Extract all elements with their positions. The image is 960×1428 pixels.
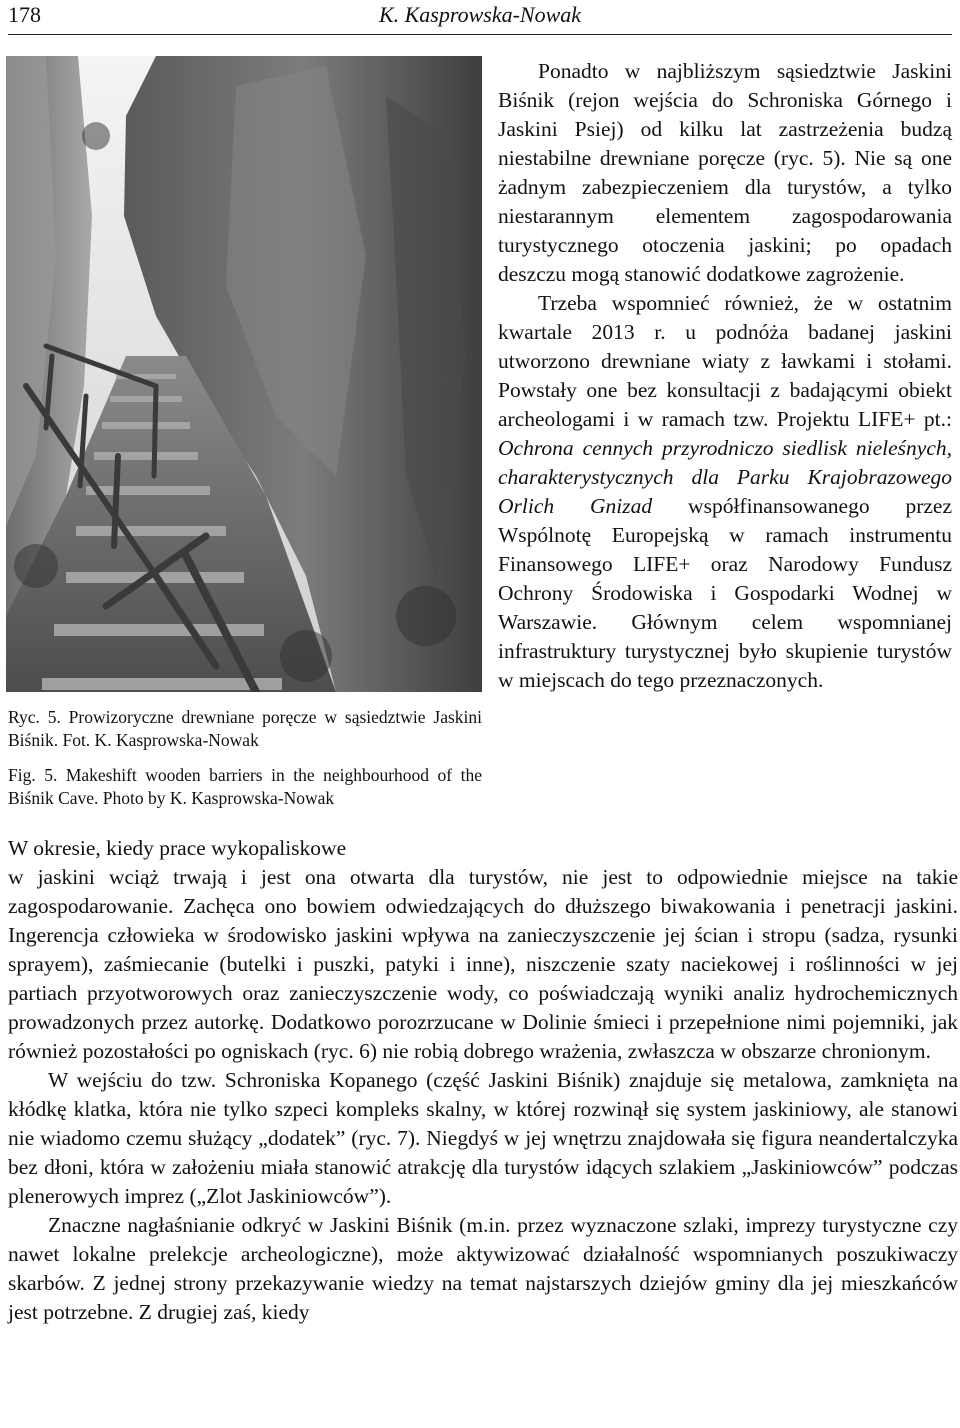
figure-caption xyxy=(8,706,482,810)
right-column-text xyxy=(498,57,952,695)
paragraph-2-end: współfinansowanego przez Wspólnotę Europejską w ramach instrumentu Finansowego LIFE+ oraz Narodowy Fundusz Ochrony Środowiska i Gospodarki Wodnej w Warszawie. Głównym celem wspomnianej infrastruktury turystycznej było skupienie turystów w miejscach do tego przeznaczonych. xyxy=(498,494,953,692)
figure-photo xyxy=(6,56,482,692)
paragraph-4: W wejściu do tzw. Schroniska Kopanego (część Jaskini Biśnik) znajduje się metalowa, zamknięta na kłódkę klatka, która nie tylko szpeci kompleks skalny, w której rozwinął się system jaskiniowy, ale stanowi nie wiadomo czemu służący „dodatek” (ryc. 7). Niegdyś w jej wnętrzu znajdowała się figura neandertalczyka bez dłoni, która w założeniu miała stanowić atrakcję dla turystów idących szlakiem „Jaskiniowców” podczas plenerowych imprez („Zlot Jaskiniowców”). xyxy=(8,1068,958,1208)
paragraph-2-italic: Ochrona cennych przyrodniczo siedlisk nieleśnych, charakterystycznych dla Parku Krajobrazowego Orlich Gnizad xyxy=(498,436,952,518)
paragraph-3-first-line: W okresie, kiedy prace wykopaliskowe xyxy=(8,836,347,860)
page-header xyxy=(8,0,952,36)
paragraph-2 xyxy=(498,289,952,695)
paragraph-5: Znaczne nagłaśnianie odkryć w Jaskini Biśnik (m.in. przez wyznaczone szlaki, imprezy turystyczne czy nawet lokalne prelekcje archeologiczne), może aktywizować działalność wspomnianych poszukiwaczy skarbów. Z jednej strony przekazywanie wiedzy na temat najstarszych dziejów gminy dla jej mieszkańców jest potrzebne. Z drugiej zaś, kiedy xyxy=(8,1213,958,1324)
paragraph-3-rest: w jaskini wciąż trwają i jest ona otwarta dla turystów, nie jest to odpowiednie miejsce na takie zagospodarowanie. Zachęca ono bowiem odwiedzających do dłuższego biwakowania i penetracji jaskini. Ingerencja człowieka w środowisko jaskini wpływa na zanieczyszczenie jej ścian i stropu (sadza, rysunki sprayem), zaśmiecanie (butelki i puszki, patyki i inne), niszczenie szaty naciekowej i roślinności w jej partiach przyotworowych oraz zanieczyszczenie wody, co poświadczają wyniki analiz hydrochemicznych prowadzonych przez autorkę. Dodatkowo porozrzucane w Dolinie śmieci i przepełnione nimi pojemniki, jak również pozostałości po ogniskach (ryc. 6) nie robią dobrego wrażenia, zwłaszcza w obszarze chronionym. xyxy=(8,865,958,1063)
caption-polish: Ryc. 5. Prowizoryczne drewniane poręcze w sąsiedztwie Jaskini Biśnik. Fot. K. Kasprowska-Nowak xyxy=(8,707,482,750)
paragraph-2-start: Trzeba wspomnieć również, że w ostatnim kwartale 2013 r. u podnóża badanej jaskini utworzono drewniane wiaty z ławkami i stołami. Powstały one bez konsultacji z badającymi obiekt archeologami i w ramach tzw. Projektu LIFE+ pt.: xyxy=(498,291,952,431)
caption-english: Fig. 5. Makeshift wooden barriers in the neighbourhood of the Biśnik Cave. Photo by K. Kasprowska-Nowak xyxy=(8,765,482,808)
paragraph-1: Ponadto w najbliższym sąsiedztwie Jaskini Biśnik (rejon wejścia do Schroniska Górnego i Jaskini Psiej) od kilku lat zastrzeżenia budzą niestabilne drewniane poręcze (ryc. 5). Nie są one żadnym zabezpieczeniem dla turystów, a tylko niestarannym elementem zagospodarowania turystycznego otoczenia jaskini; po opadach deszczu mogą stanowić dodatkowe zagrożenie. xyxy=(498,59,952,286)
photo-illustration xyxy=(6,56,482,692)
page-number: 178 xyxy=(8,2,41,27)
header-rule xyxy=(8,34,952,35)
full-width-text xyxy=(8,834,958,1327)
running-head: K. Kasprowska-Nowak xyxy=(378,2,582,27)
